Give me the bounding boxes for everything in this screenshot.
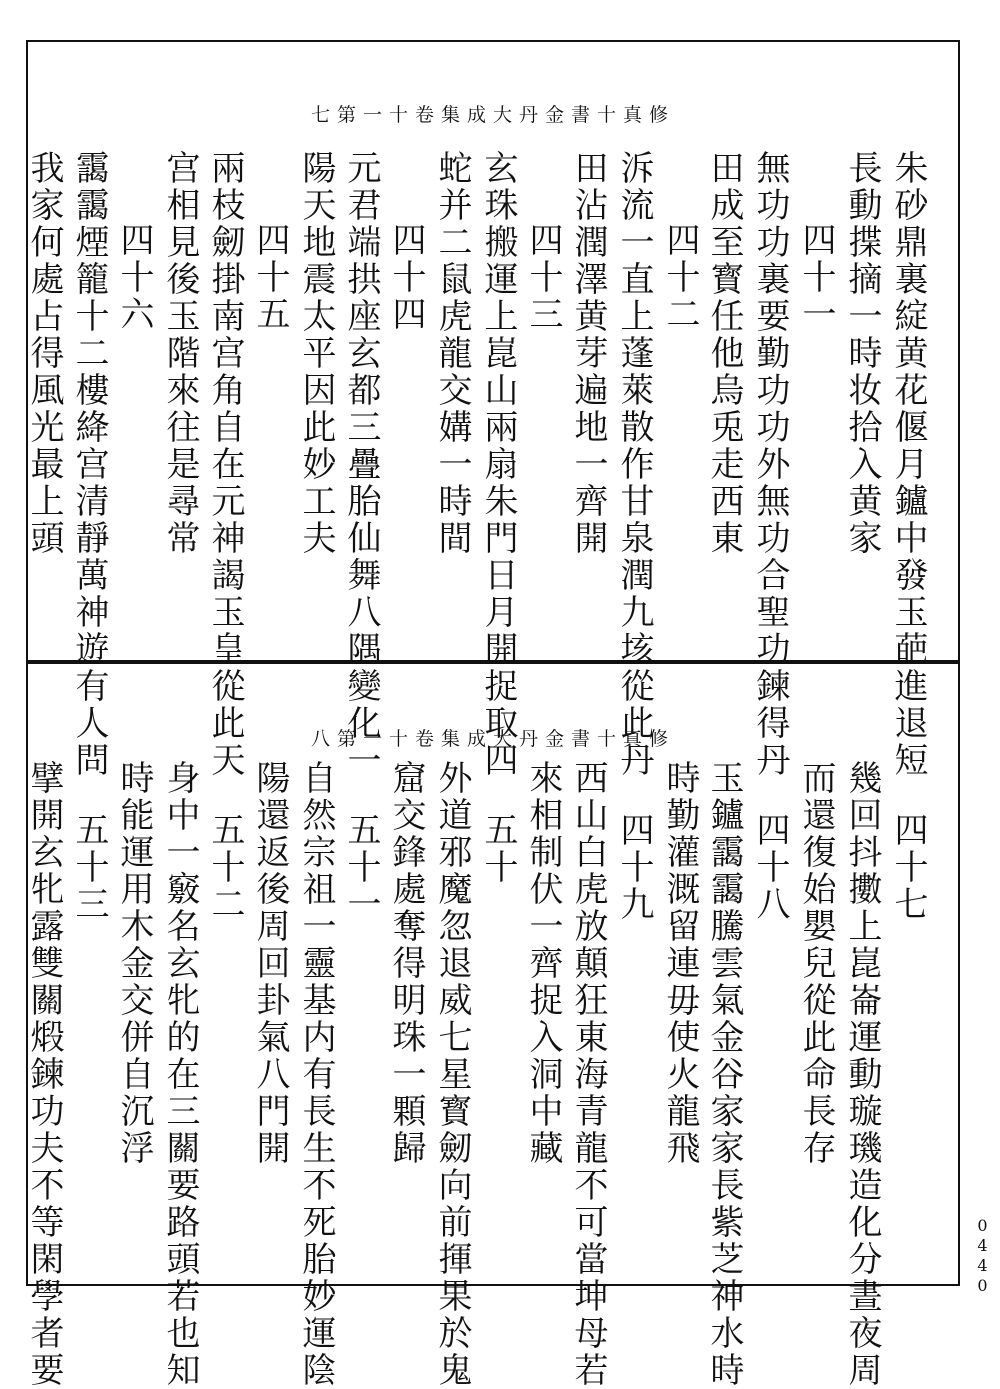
page-header-bottom: 修真十書金丹大成集卷十一第八 bbox=[310, 728, 675, 750]
text-column: 兩枝劒掛南宫角自在元神謁玉皇從此天 bbox=[205, 150, 245, 779]
poem-number: 五十 bbox=[478, 812, 518, 886]
poem-number: 四十二 bbox=[660, 222, 700, 333]
page-panel-bottom bbox=[24, 660, 960, 1389]
text-column: 自然宗祖一靈基内有長生不死胎妙運陰 bbox=[296, 760, 336, 1389]
text-column: 時能運用木金交併自沉浮 bbox=[114, 760, 154, 1167]
text-column: 窟交鋒處奪得明珠一顆歸 bbox=[386, 760, 426, 1167]
poem-number: 四十四 bbox=[386, 222, 426, 333]
page-header-top: 修真十書金丹大成集卷十一第七 bbox=[310, 104, 675, 126]
text-column: 長動揲摘一時妆拾入黄家 bbox=[842, 150, 882, 557]
poem-number: 四十三 bbox=[523, 222, 563, 333]
text-column: 而還復始嬰兒從此命長存 bbox=[796, 760, 836, 1167]
text-column: 西山白虎放顛狂東海青龍不可當坤母若 bbox=[568, 760, 608, 1389]
poem-number: 四十五 bbox=[250, 222, 290, 333]
text-column: 玉鑪靄靄騰雲氣金谷家家長紫芝神水時 bbox=[704, 760, 744, 1389]
poem-number: 四十一 bbox=[796, 222, 836, 333]
text-column: 蛇并二鼠虎龍交媾一時間 bbox=[432, 150, 472, 557]
text-column: 田沾潤澤黄芽遍地一齊開 bbox=[568, 150, 608, 557]
text-column: 玄珠搬運上崑山兩扇朱門日月開捉取四 bbox=[478, 150, 518, 779]
text-column: 我家何處占得風光最上頭 bbox=[24, 150, 64, 557]
page-number: 0440 bbox=[973, 1216, 992, 1296]
poem-number: 四十八 bbox=[750, 812, 790, 923]
poem-number: 四十七 bbox=[888, 812, 928, 923]
text-column: 擘開玄牝露雙關煅鍊功夫不等閑學者要 bbox=[24, 760, 64, 1389]
text-column: 陽天地震太平因此妙工夫 bbox=[296, 150, 336, 557]
poem-number: 五十二 bbox=[205, 812, 245, 923]
text-column: 幾回抖擻上崑崙運動璇璣造化分晝夜周 bbox=[842, 760, 882, 1389]
text-column: 元君端拱座玄都三疊胎仙舞八隅變化一 bbox=[341, 150, 381, 779]
text-column: 外道邪魔忽退威七星寳劒向前揮果於鬼 bbox=[432, 760, 472, 1389]
text-column: 泝流一直上蓬萊散作甘泉潤九垓從此丹 bbox=[614, 150, 654, 779]
poem-number: 五十一 bbox=[341, 812, 381, 923]
text-column: 田成至寳任他烏兎走西東 bbox=[704, 150, 744, 557]
text-column: 宫相見後玉階來往是尋常 bbox=[160, 150, 200, 557]
text-column: 身中一竅名玄牝的在三關要路頭若也知 bbox=[160, 760, 200, 1389]
poem-number: 四十六 bbox=[114, 222, 154, 333]
text-column: 時勤灌溉留連毋使火龍飛 bbox=[660, 760, 700, 1167]
text-column: 無功功裏要勤功功外無功合聖功鍊得丹 bbox=[750, 150, 790, 779]
poem-number: 五十三 bbox=[69, 812, 109, 923]
text-column: 靄靄煙籠十二樓絳宫清靜萬神遊有人問 bbox=[69, 150, 109, 779]
text-column: 陽還返後周回卦氣八門開 bbox=[250, 760, 290, 1167]
text-column: 來相制伏一齊捉入洞中藏 bbox=[523, 760, 563, 1167]
poem-number: 四十九 bbox=[614, 812, 654, 923]
text-column: 朱砂鼎裏綻黄花偃月鑪中發玉葩進退短 bbox=[888, 150, 928, 779]
